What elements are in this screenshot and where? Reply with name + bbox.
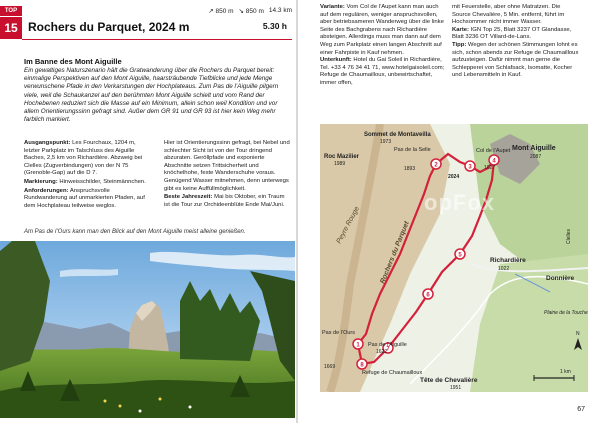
map-label-plaine-touche: Plaine de la Touche <box>544 310 588 316</box>
svg-text:N: N <box>576 331 580 337</box>
info-label: Beste Jahreszeit: <box>164 194 213 201</box>
map-label-col-aupet-elev: 1627 <box>484 165 496 171</box>
scale-label: 1 km <box>560 369 571 375</box>
info-label: Unterkunft: <box>320 57 352 64</box>
waypoint-label: 7 <box>386 346 390 353</box>
map-label-pas-aiguille-elev: 1622 <box>376 349 388 355</box>
tour-number-badge: 15 <box>0 17 22 39</box>
info-column-middle <box>164 140 292 210</box>
waypoint-label: 6 <box>426 292 430 299</box>
map-label-pas-selle: Pas de la Selle <box>394 147 431 153</box>
info-paragraph <box>452 42 580 80</box>
info-text: Vom Col de l’Aupet kann man auch auf dem regulären, weniger anspruchsvollen, aber betriebsameren Wanderweg über die linke Seite des Bachgrabens nach Richardière absteigen. Allerdings muss man dann auf dem Weg zum Parkplatz einen langen Abschnitt auf einer Fahrpiste in Kauf nehmen. <box>320 4 444 56</box>
waypoint-label: 8 <box>360 362 364 369</box>
info-column-right-1 <box>320 4 448 88</box>
map-label-mont-aiguille-elev: 2087 <box>530 154 542 160</box>
mont-aiguille-photo <box>0 241 295 418</box>
info-paragraph <box>452 4 580 27</box>
map-label-roc-elev: 1989 <box>334 161 346 167</box>
map-label-sommet: Sommet de Montaveilla <box>364 132 431 138</box>
waypoint-label: 1 <box>356 342 360 349</box>
info-paragraph <box>164 194 292 209</box>
tour-duration: 5.30 h <box>262 21 287 31</box>
info-column-left <box>24 140 152 211</box>
left-page <box>0 0 297 423</box>
info-label: Variante: <box>320 4 345 10</box>
map-label-pas-aiguille: Pas de l’Aiguille <box>368 342 407 348</box>
info-label: Anforderungen: <box>24 187 69 194</box>
info-paragraph <box>320 4 448 57</box>
photo-caption: Am Pas de l’Ours kann man den Blick auf den Mont Aiguille meist alleine genießen. <box>24 229 246 235</box>
info-text: Hotel du Gai Soleil in Richardière, Tel. +33 4 76 34 41 71, www.hotelgaisoleil.com; Refuge de Chaumailloux, unbewirtschaftet, immer offen, <box>320 57 445 86</box>
map-label-pas-selle-elev: 1893 <box>404 166 416 172</box>
info-text: Hinweisschilder, Steinmännchen. <box>57 178 146 185</box>
info-label: Markierung: <box>24 178 58 185</box>
descent-value: ↘ 850 m <box>238 8 264 15</box>
map-label-sommet-elev: 1973 <box>380 139 392 145</box>
page-number: 67 <box>577 406 585 413</box>
map-label-peyre-rouge: Peyre Rouge <box>335 205 361 245</box>
info-label: Tipp: <box>452 41 467 48</box>
header-rule <box>22 39 292 40</box>
map-label-refuge: Refuge de Chaumailloux <box>362 370 423 376</box>
waypoint-label: 5 <box>458 252 462 259</box>
map-label-pas-ours: Pas de l’Ours <box>322 330 356 336</box>
watermark-text: opFox <box>424 190 495 215</box>
map-label-refuge-elev: 1669 <box>324 364 336 370</box>
info-label: Ausgangspunkt: <box>24 140 71 146</box>
map-label-roc: Roc Mazilier <box>324 154 360 160</box>
top-badge: TOP <box>0 6 22 16</box>
map-label-donniere: Donnière <box>546 275 575 282</box>
info-paragraph <box>452 27 580 42</box>
ascent-value: ↗ 850 m <box>208 8 234 15</box>
info-text: Les Fourchaux, 1204 m, letzter Parkplatz im Talschluss des Aiguille Baches, 2,5 km von Richardière. Abzweig bei Clelles (Zugverbindungen) von der N 75 (Grenoble-Gap) auf die D 7. <box>24 140 143 177</box>
info-column-right-2 <box>452 4 580 80</box>
info-paragraph <box>320 57 448 87</box>
waypoint-label: 2 <box>434 162 438 169</box>
intro-text: Ein gewaltiges Naturszenario hält die Gratwanderung über die Rochers du Parquet bereit: einmalige Perspektiven auf den Mont Aiguille, haarsträubende Tiefblicke und jede Menge verwunschene Pfade in den Verkarstungen der Hochplateaus. Zum Pas de l’Aiguille pilgern viele, weil die Schaukanzel auf den berühmten Mont Aiguille schielt und vom Rand der Hochebenen reduziert sich die Masse auf ein Minimum, allein schon weil Kondition und vor allem Orientierungssinn gefragt sind. Außer dem GR 91 und GR 93 ist hier kein Weg mehr farblich markiert. <box>24 67 279 124</box>
info-text: IGN Top 25, Blatt 3237 OT Glandasse, Blatt 3236 OT Villard-de-Lans. <box>452 26 572 41</box>
info-text: mit Feuerstelle, aber ohne Matratzen. Die Source Chevalière, 5 Min. entfernt, führt im Hochsommer nicht immer Wasser. <box>452 4 565 26</box>
info-label: Karte: <box>452 26 470 33</box>
map-label-richardiere: Richardière <box>490 257 526 264</box>
intro-heading: Im Banne des Mont Aiguille <box>24 57 122 66</box>
distance-value: 14.3 km <box>268 7 292 14</box>
map-label-mont-aiguille: Mont Aiguille <box>512 145 556 152</box>
info-text: Hier ist Orientierungssinn gefragt, bei Nebel und schlechter Sicht ist von der Tour dringend abzuraten. Geröllpfade und exponierte Abschnitte setzen Trittsicherheit und knöchelhohe, feste Wanderschuhe voraus. Genügend Wasser mitnehmen, denn unterwegs gibt es keine Auffüllmöglichkeit. <box>164 140 290 192</box>
map-label-richardiere-elev: 1022 <box>498 266 510 272</box>
info-text: Wegen der schönen Stimmungen lohnt es sich, schon abends zur Refuge de Chaumailloux aufzusteigen. Dafür nimmt man gerne die Schlepperei von Schlafsack, Isomatte, Kocher und Lebensmitteln in Kauf. <box>452 41 579 79</box>
tour-stats <box>176 7 292 15</box>
waypoint-label: 4 <box>492 158 496 165</box>
info-paragraph <box>24 188 152 211</box>
waypoint-label: 3 <box>468 164 472 171</box>
map-label-tete-elev: 1951 <box>450 385 462 391</box>
info-paragraph <box>24 140 152 178</box>
map-label-point-2024: 2024 <box>448 174 460 180</box>
tour-title: Rochers du Parquet, 2024 m <box>28 20 190 34</box>
route-map <box>320 124 588 392</box>
info-paragraph <box>24 179 152 187</box>
map-label-col-aupet: Col de l’Aupet <box>476 148 511 154</box>
map-label-clelles: Clelles <box>566 228 572 244</box>
info-text: Mai bis Oktober, ein Traum ist die Tour zur Orchideenblüte Ende Mai/Juni. <box>164 194 285 208</box>
info-text: Anspruchsvolle Rundwanderung auf unmarkierten Pfaden, auf dem Hochplateau teilweise weglos. <box>24 187 145 209</box>
info-paragraph <box>164 140 292 193</box>
map-label-tete-chevaliere: Tête de Chevalière <box>420 377 478 384</box>
right-page <box>298 0 595 423</box>
map-label-rochers-parquet: Rochers du Parquet <box>379 220 411 285</box>
